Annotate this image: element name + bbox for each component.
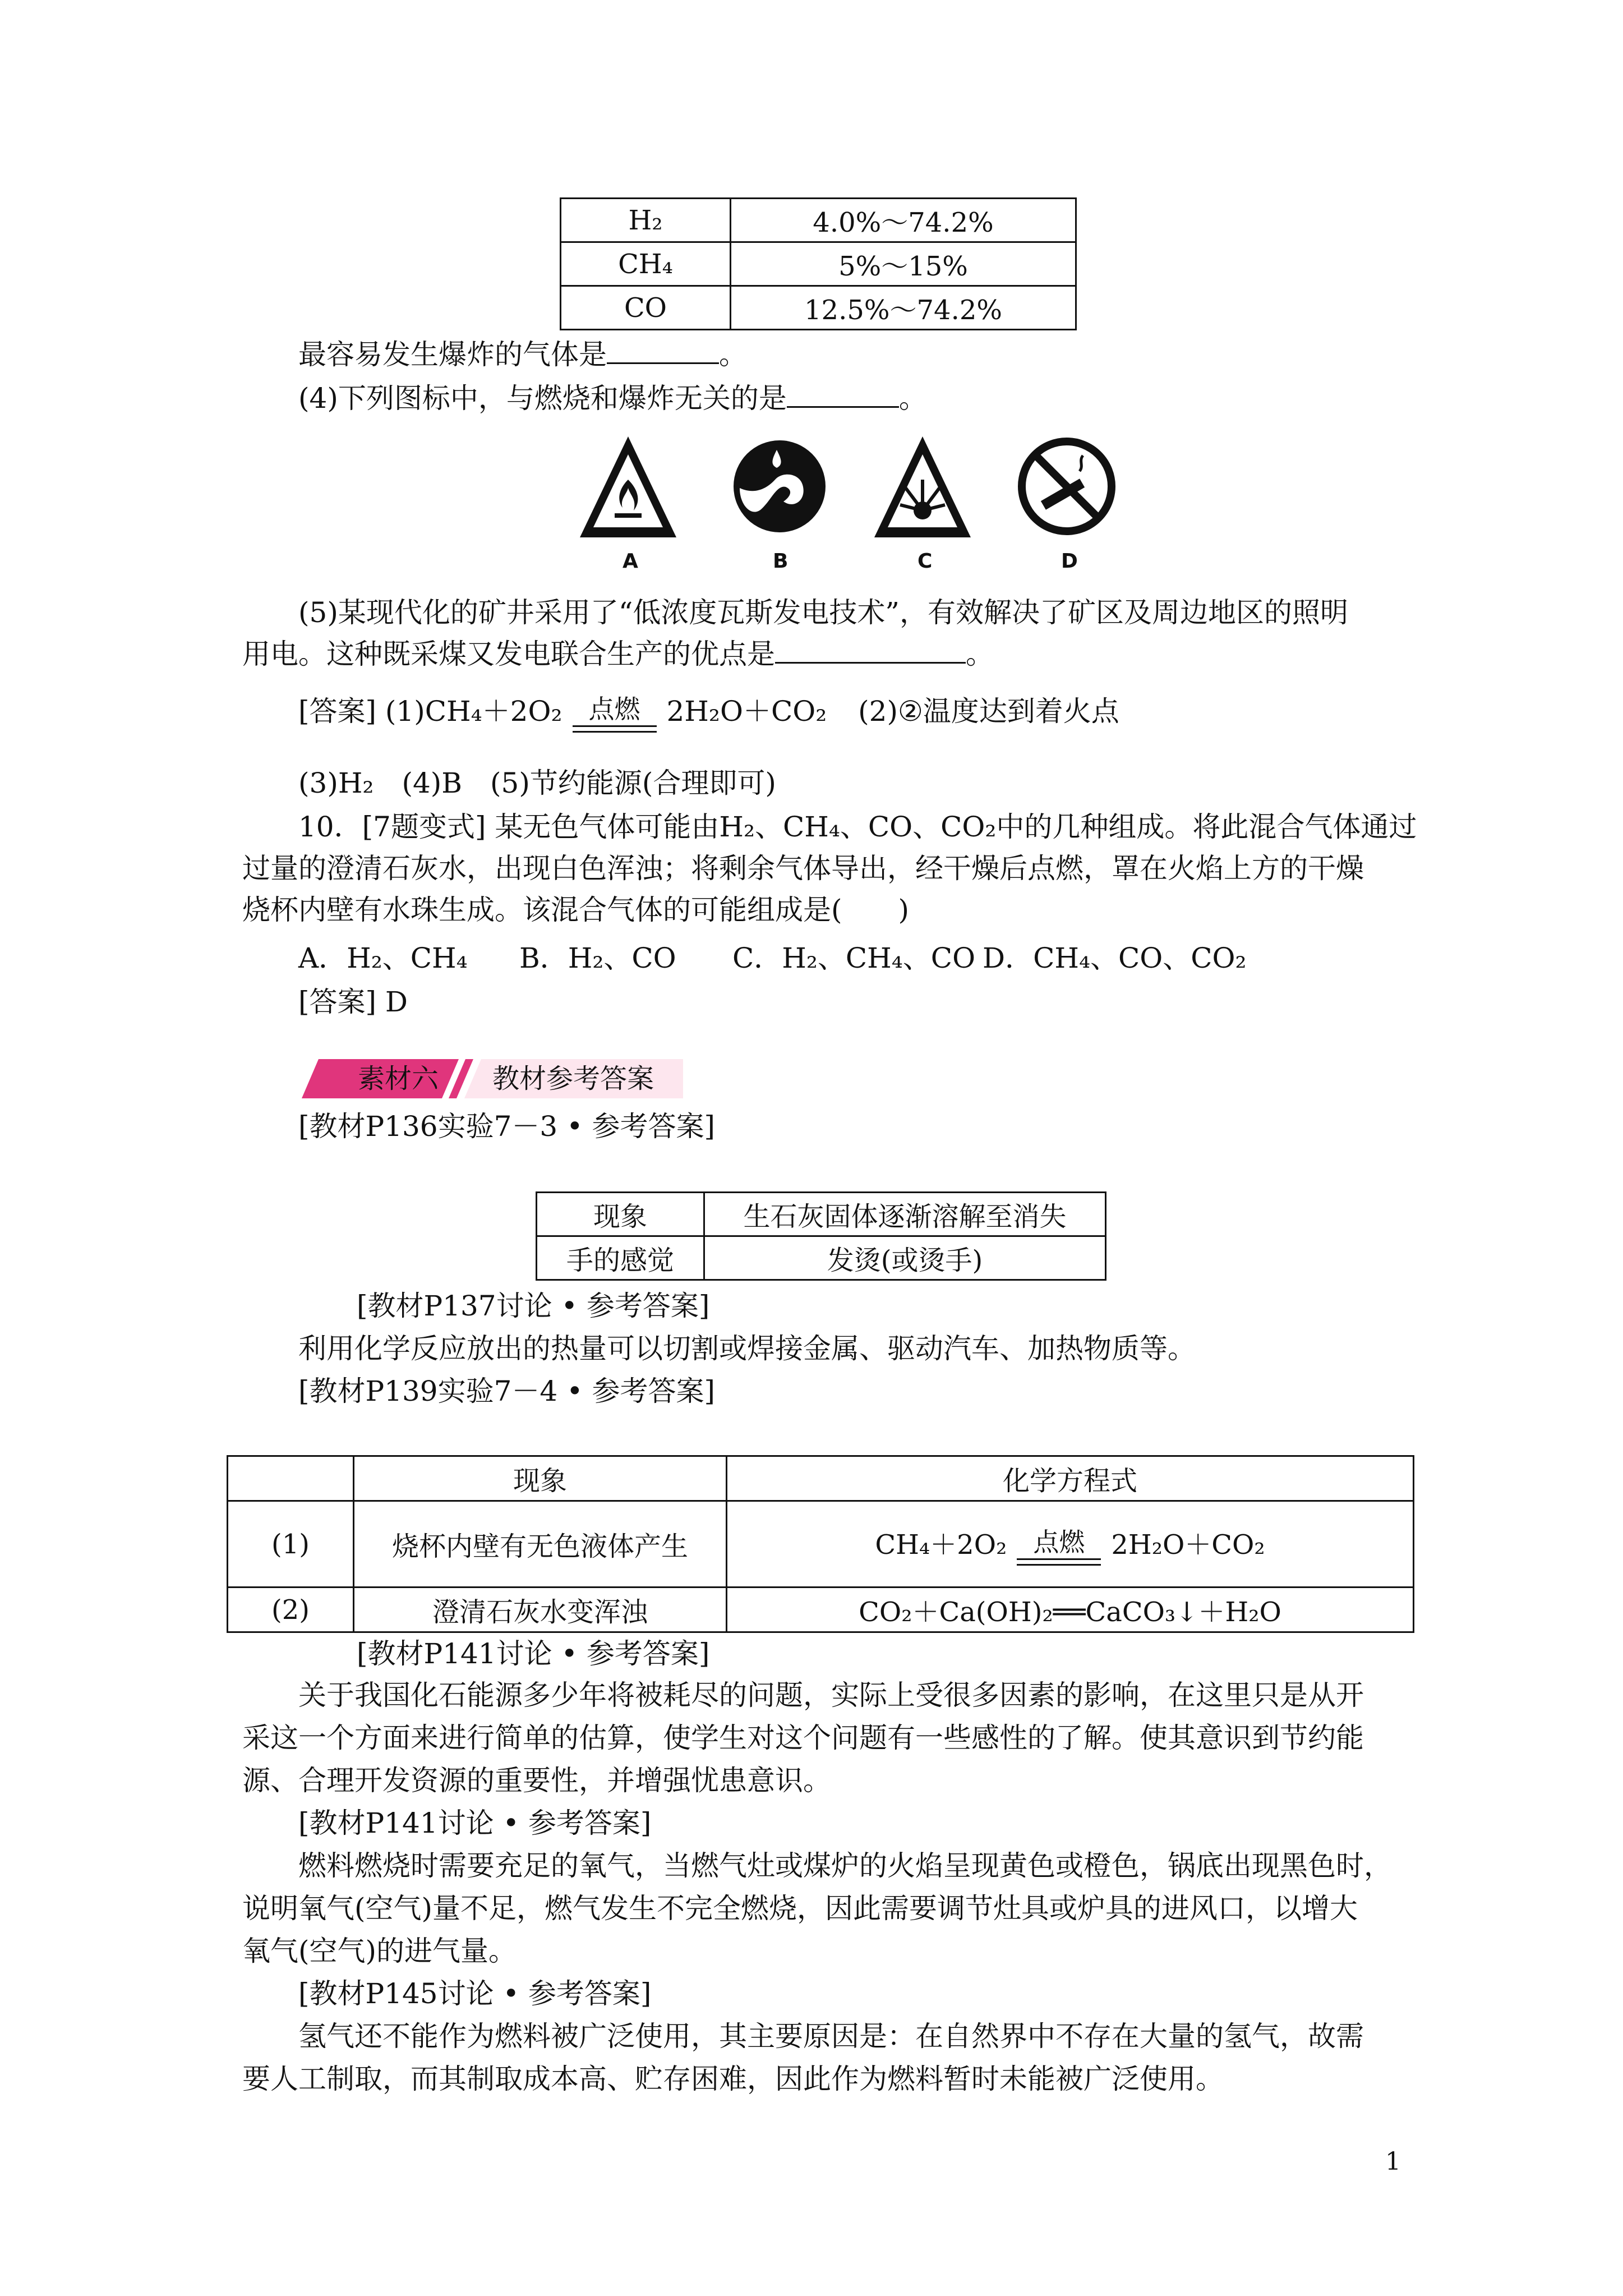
gas-cell: CO	[561, 286, 731, 330]
p145-line-1: 氢气还不能作为燃料被广泛使用，其主要原因是：在自然界中不存在大量的氢气，故需	[298, 2020, 1364, 2053]
p141a-line-3: 源、合理开发资源的重要性，并增强忧患意识。	[242, 1764, 831, 1797]
p136-title: [教材P136实验7－3 • 参考答案]	[298, 1110, 715, 1143]
sign-label-b: B	[773, 550, 789, 573]
answer-blank	[787, 384, 899, 408]
header-cell	[228, 1456, 354, 1501]
p141b-title: [教材P141讨论 • 参考答案]	[298, 1807, 652, 1839]
p136-table	[536, 1191, 1106, 1281]
question-3-line: 最容易发生爆炸的气体是 。	[298, 338, 747, 371]
p145-title: [教材P145讨论 • 参考答案]	[298, 1977, 652, 2010]
label-cell: 现象	[537, 1193, 704, 1236]
row-number: (1)	[228, 1501, 354, 1588]
table-row	[228, 1588, 1414, 1632]
sign-label-a: A	[623, 550, 638, 573]
table-row	[228, 1501, 1414, 1588]
banner-tag: 素材六	[358, 1063, 439, 1094]
header-cell: 化学方程式	[727, 1456, 1414, 1501]
row-number: (2)	[228, 1588, 354, 1632]
question-5-line-2: 用电。这种既采煤又发电联合生产的优点是 。	[242, 638, 994, 670]
value-cell: 生石灰固体逐渐溶解至消失	[704, 1193, 1106, 1236]
p137-text: 利用化学反应放出的热量可以切割或焊接金属、驱动汽车、加热物质等。	[298, 1332, 1196, 1365]
question-5-line-1: (5)某现代化的矿井采用了“低浓度瓦斯发电技术”，有效解决了矿区及周边地区的照明	[298, 596, 1348, 629]
table-row	[537, 1193, 1106, 1236]
answer-10: [答案] D	[298, 986, 408, 1018]
p145-line-2: 要人工制取，而其制取成本高、贮存困难，因此作为燃料暂时未能被广泛使用。	[242, 2063, 1224, 2095]
question-4-line: (4)下列图标中，与燃烧和爆炸无关的是 。	[298, 382, 927, 415]
sign-label-c: C	[917, 550, 933, 573]
option-b: B．H₂、CO	[519, 942, 676, 974]
header-cell: 现象	[354, 1456, 727, 1501]
gas-cell: CH₄	[561, 242, 731, 286]
reaction-condition: 点燃	[1011, 1528, 1106, 1566]
p141a-title: [教材P141讨论 • 参考答案]	[357, 1637, 710, 1670]
equals-sign	[573, 725, 657, 733]
answer-9-line-1: [答案] (1)CH₄＋2O₂ 点燃 2H₂O＋CO₂ (2)②温度达到着火点	[298, 690, 1119, 733]
table-row	[561, 242, 1076, 286]
page-number: 1	[1385, 2147, 1401, 2176]
answer-9-line-2: (3)H₂ (4)B (5)节约能源(合理即可)	[298, 767, 776, 799]
answer-blank	[775, 639, 966, 664]
equals-sign	[1017, 1558, 1101, 1566]
p141a-line-1: 关于我国化石能源多少年将被耗尽的问题，实际上受很多因素的影响，在这里只是从开	[298, 1679, 1364, 1711]
sign-label-d: D	[1061, 550, 1078, 573]
equation-cell: CH₄＋2O₂ 点燃 2H₂O＋CO₂	[727, 1501, 1414, 1588]
option-a: A．H₂、CH₄	[298, 942, 468, 974]
water-drop-icon	[732, 439, 827, 534]
no-smoking-icon	[1018, 438, 1116, 536]
flammable-warning-icon	[578, 432, 679, 544]
gas-cell: H₂	[561, 199, 731, 242]
question-10-line-1: 10．[7题变式] 某无色气体可能由H₂、CH₄、CO、CO₂中的几种组成。将此混合气体通过	[298, 811, 1417, 843]
section-banner	[302, 1059, 683, 1098]
label-cell: 手的感觉	[537, 1236, 704, 1280]
phenomenon-cell: 烧杯内壁有无色液体产生	[354, 1501, 727, 1588]
table-row	[561, 286, 1076, 330]
p139-table	[227, 1455, 1414, 1633]
table-header-row	[228, 1456, 1414, 1501]
option-c: C．H₂、CH₄、CO	[732, 942, 976, 974]
explosion-limit-table	[560, 197, 1077, 330]
table-row	[537, 1236, 1106, 1280]
range-cell: 4.0%～74.2%	[731, 199, 1076, 242]
option-d: D．CH₄、CO、CO₂	[983, 942, 1247, 974]
question-10-line-3: 烧杯内壁有水珠生成。该混合气体的可能组成是( )	[242, 894, 910, 926]
equation-cell: CO₂＋Ca(OH)₂══CaCO₃↓＋H₂O	[727, 1588, 1414, 1632]
p141b-line-1: 燃料燃烧时需要充足的氧气，当燃气灶或煤炉的火焰呈现黄色或橙色，锅底出现黑色时，	[298, 1849, 1392, 1882]
banner-title: 教材参考答案	[492, 1063, 654, 1094]
answer-blank	[607, 340, 719, 364]
table-row	[561, 199, 1076, 242]
p137-title: [教材P137讨论 • 参考答案]	[357, 1290, 710, 1322]
reaction-condition: 点燃	[567, 695, 662, 733]
question-10-line-2: 过量的澄清石灰水，出现白色浑浊；将剩余气体导出，经干燥后点燃，罩在火焰上方的干燥	[242, 852, 1364, 885]
p139-title: [教材P139实验7－4 • 参考答案]	[298, 1375, 715, 1407]
range-cell: 5%～15%	[731, 242, 1076, 286]
value-cell: 发烫(或烫手)	[704, 1236, 1106, 1280]
range-cell: 12.5%～74.2%	[731, 286, 1076, 330]
explosive-warning-icon	[872, 432, 973, 544]
p141a-line-2: 采这一个方面来进行简单的估算，使学生对这个问题有一些感性的了解。使其意识到节约能	[242, 1722, 1364, 1754]
p141b-line-3: 氧气(空气)的进气量。	[242, 1935, 517, 1967]
p141b-line-2: 说明氧气(空气)量不足，燃气发生不完全燃烧，因此需要调节灶具或炉具的进风口，以增大	[242, 1892, 1358, 1925]
phenomenon-cell: 澄清石灰水变浑浊	[354, 1588, 727, 1632]
